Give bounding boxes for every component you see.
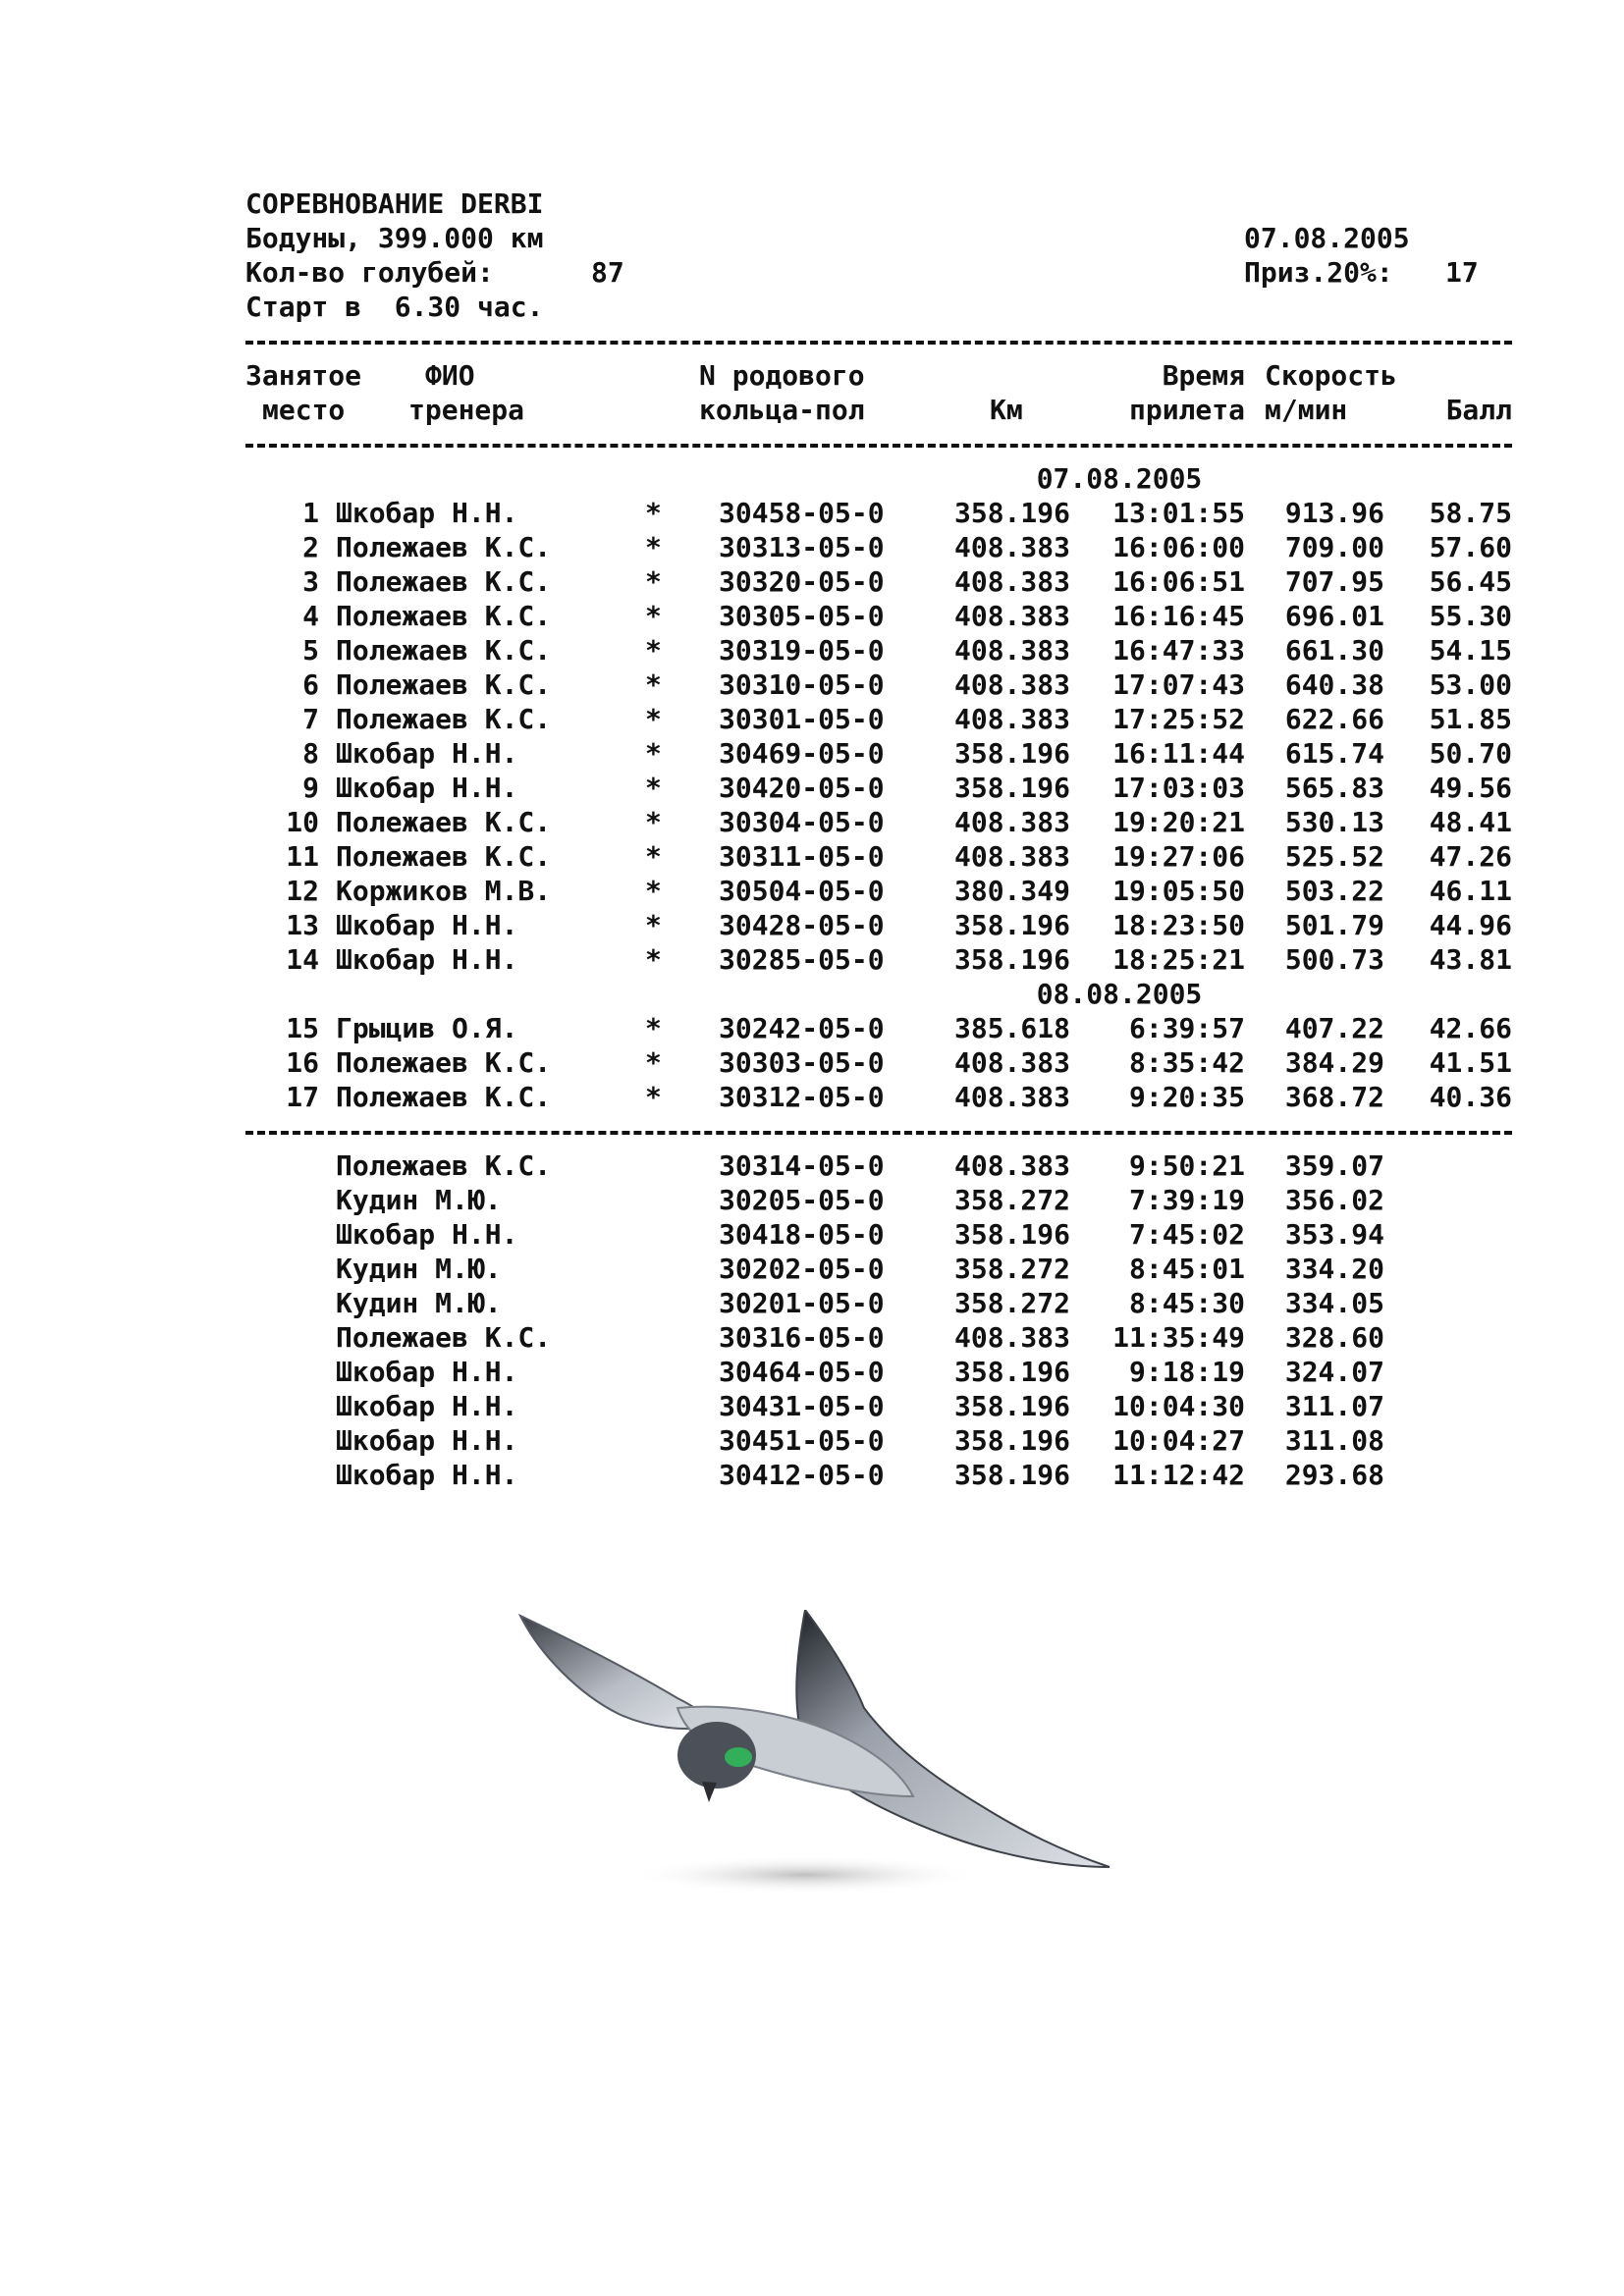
pigeon-count-value: 87: [591, 256, 624, 289]
ring-cell: 30420-05-0: [719, 772, 885, 804]
speed-cell: 324.07: [1284, 1356, 1384, 1388]
ring-cell: 30316-05-0: [719, 1321, 885, 1354]
speed-cell: 709.00: [1284, 531, 1384, 563]
trainer-cell: Коржиков М.В.: [336, 875, 552, 907]
speed-cell: 707.95: [1284, 565, 1384, 598]
ring-cell: 30311-05-0: [719, 840, 885, 873]
column-header-row-1: [245, 358, 1522, 393]
date-separator: [245, 977, 1522, 1011]
column-header-row-2: [245, 393, 1522, 427]
km-cell: 408.383: [953, 806, 1070, 838]
trainer-cell: Шкобар Н.Н.: [336, 1424, 518, 1457]
km-cell: 408.383: [953, 703, 1070, 735]
mark-cell: *: [645, 668, 662, 701]
time-cell: 16:11:44: [1112, 737, 1245, 770]
km-cell: 358.196: [953, 1356, 1070, 1388]
place-cell: 14: [286, 943, 319, 976]
trainer-cell: Кудин М.Ю.: [336, 1287, 502, 1319]
speed-cell: 328.60: [1284, 1321, 1384, 1354]
header-title-line: [245, 187, 1522, 221]
time-cell: 16:16:45: [1112, 600, 1245, 632]
ring-cell: 30431-05-0: [719, 1390, 885, 1422]
ring-cell: 30418-05-0: [719, 1218, 885, 1251]
ring-cell: 30304-05-0: [719, 806, 885, 838]
trainer-cell: Полежаев К.С.: [336, 634, 552, 667]
score-cell: 49.56: [1429, 772, 1512, 804]
km-cell: 358.272: [953, 1253, 1070, 1285]
trainer-cell: Полежаев К.С.: [336, 1081, 552, 1113]
speed-cell: 565.83: [1284, 772, 1384, 804]
trainer-cell: Шкобар Н.Н.: [336, 497, 518, 529]
place-cell: 15: [286, 1012, 319, 1044]
table-row: [245, 805, 1522, 839]
trainer-cell: Полежаев К.С.: [336, 1046, 552, 1079]
col-time-header: Время: [1162, 359, 1245, 392]
ring-cell: 30428-05-0: [719, 909, 885, 941]
divider: [245, 1114, 1522, 1148]
km-cell: 358.196: [953, 1459, 1070, 1491]
race-date: 07.08.2005: [1244, 222, 1410, 254]
pigeon-count-label: Кол-во голубей:: [245, 256, 494, 289]
col-score-header: Балл: [1445, 394, 1512, 426]
trainer-cell: Грыцив О.Я.: [336, 1012, 518, 1044]
divider: [245, 324, 1522, 358]
time-cell: 17:07:43: [1112, 668, 1245, 701]
ring-cell: 30301-05-0: [719, 703, 885, 735]
speed-cell: 359.07: [1284, 1149, 1384, 1182]
mark-cell: *: [645, 600, 662, 632]
col-km-header: Км: [990, 394, 1023, 426]
ring-cell: 30319-05-0: [719, 634, 885, 667]
ring-cell: 30242-05-0: [719, 1012, 885, 1044]
ring-cell: 30303-05-0: [719, 1046, 885, 1079]
trainer-cell: Шкобар Н.Н.: [336, 1390, 518, 1422]
table-row: [245, 599, 1522, 633]
trainer-cell: Шкобар Н.Н.: [336, 772, 518, 804]
trainer-cell: Шкобар Н.Н.: [336, 943, 518, 976]
time-cell: 18:25:21: [1112, 943, 1245, 976]
time-cell: 19:05:50: [1112, 875, 1245, 907]
place-cell: 12: [286, 875, 319, 907]
trainer-cell: Шкобар Н.Н.: [336, 1459, 518, 1491]
km-cell: 358.196: [953, 772, 1070, 804]
flying-pigeon-icon: [511, 1610, 1139, 1924]
table-row: [245, 633, 1522, 667]
unplaced-results-table: [245, 1148, 1522, 1492]
place-cell: 7: [302, 703, 319, 735]
header-count-line: [245, 255, 1522, 290]
table-row: [245, 874, 1522, 908]
table-row: [245, 667, 1522, 702]
km-cell: 408.383: [953, 668, 1070, 701]
col-time-subheader: прилета: [1128, 394, 1245, 426]
place-cell: 17: [286, 1081, 319, 1113]
trainer-cell: Полежаев К.С.: [336, 1321, 552, 1354]
group-date: 07.08.2005: [1036, 462, 1203, 495]
col-ring-subheader: кольца-пол: [699, 394, 865, 426]
mark-cell: *: [645, 1081, 662, 1113]
score-cell: 57.60: [1429, 531, 1512, 563]
speed-cell: 356.02: [1284, 1184, 1384, 1216]
trainer-cell: Полежаев К.С.: [336, 1149, 552, 1182]
score-cell: 53.00: [1429, 668, 1512, 701]
table-row: [245, 496, 1522, 530]
mark-cell: *: [645, 1046, 662, 1079]
speed-cell: 622.66: [1284, 703, 1384, 735]
score-cell: 55.30: [1429, 600, 1512, 632]
table-row: [245, 530, 1522, 564]
km-cell: 358.272: [953, 1287, 1070, 1319]
date-separator: [245, 461, 1522, 496]
speed-cell: 368.72: [1284, 1081, 1384, 1113]
col-place-header: Занятое: [245, 359, 362, 392]
trainer-cell: Шкобар Н.Н.: [336, 1218, 518, 1251]
score-cell: 44.96: [1429, 909, 1512, 941]
place-cell: 8: [302, 737, 319, 770]
time-cell: 8:45:30: [1128, 1287, 1245, 1319]
ring-cell: 30201-05-0: [719, 1287, 885, 1319]
time-cell: 6:39:57: [1128, 1012, 1245, 1044]
km-cell: 385.618: [953, 1012, 1070, 1044]
place-cell: 13: [286, 909, 319, 941]
km-cell: 380.349: [953, 875, 1070, 907]
speed-cell: 334.20: [1284, 1253, 1384, 1285]
km-cell: 408.383: [953, 1321, 1070, 1354]
speed-cell: 503.22: [1284, 875, 1384, 907]
km-cell: 358.196: [953, 909, 1070, 941]
km-cell: 408.383: [953, 840, 1070, 873]
km-cell: 408.383: [953, 1149, 1070, 1182]
speed-cell: 501.79: [1284, 909, 1384, 941]
score-cell: 58.75: [1429, 497, 1512, 529]
trainer-cell: Кудин М.Ю.: [336, 1253, 502, 1285]
speed-cell: 334.05: [1284, 1287, 1384, 1319]
ring-cell: 30202-05-0: [719, 1253, 885, 1285]
mark-cell: *: [645, 772, 662, 804]
speed-cell: 661.30: [1284, 634, 1384, 667]
table-row: [245, 1148, 1522, 1183]
table-row: [245, 1183, 1522, 1217]
results-document: [245, 187, 1522, 1492]
ring-cell: 30314-05-0: [719, 1149, 885, 1182]
score-cell: 43.81: [1429, 943, 1512, 976]
trainer-cell: Шкобар Н.Н.: [336, 1356, 518, 1388]
time-cell: 9:20:35: [1128, 1081, 1245, 1113]
speed-cell: 530.13: [1284, 806, 1384, 838]
score-cell: 56.45: [1429, 565, 1512, 598]
time-cell: 17:03:03: [1112, 772, 1245, 804]
mark-cell: *: [645, 737, 662, 770]
time-cell: 19:27:06: [1112, 840, 1245, 873]
col-speed-header: Скорость: [1265, 359, 1397, 392]
table-row: [245, 1389, 1522, 1423]
race-location: Бодуны, 399.000 км: [245, 222, 544, 254]
table-row: [245, 908, 1522, 942]
col-ring-header: N родового: [699, 359, 865, 392]
km-cell: 408.383: [953, 1046, 1070, 1079]
place-cell: 16: [286, 1046, 319, 1079]
time-cell: 10:04:30: [1112, 1390, 1245, 1422]
ring-cell: 30464-05-0: [719, 1356, 885, 1388]
ring-cell: 30469-05-0: [719, 737, 885, 770]
score-cell: 40.36: [1429, 1081, 1512, 1113]
ring-cell: 30451-05-0: [719, 1424, 885, 1457]
trainer-cell: Полежаев К.С.: [336, 531, 552, 563]
table-row: [245, 1286, 1522, 1320]
table-row: [245, 1458, 1522, 1492]
col-name-header: ФИО: [425, 359, 475, 392]
speed-cell: 311.07: [1284, 1390, 1384, 1422]
table-row: [245, 1045, 1522, 1080]
place-cell: 2: [302, 531, 319, 563]
table-row: [245, 1320, 1522, 1355]
time-cell: 16:06:51: [1112, 565, 1245, 598]
table-row: [245, 1011, 1522, 1045]
mark-cell: *: [645, 806, 662, 838]
time-cell: 13:01:55: [1112, 497, 1245, 529]
group-date: 08.08.2005: [1036, 978, 1203, 1010]
ring-cell: 30313-05-0: [719, 531, 885, 563]
ring-cell: 30458-05-0: [719, 497, 885, 529]
km-cell: 358.196: [953, 497, 1070, 529]
time-cell: 8:35:42: [1128, 1046, 1245, 1079]
ring-cell: 30205-05-0: [719, 1184, 885, 1216]
score-cell: 42.66: [1429, 1012, 1512, 1044]
table-row: [245, 1355, 1522, 1389]
speed-cell: 384.29: [1284, 1046, 1384, 1079]
mark-cell: *: [645, 1012, 662, 1044]
table-row: [245, 1252, 1522, 1286]
km-cell: 358.196: [953, 1424, 1070, 1457]
ring-cell: 30285-05-0: [719, 943, 885, 976]
header-location-line: [245, 221, 1522, 255]
score-cell: 47.26: [1429, 840, 1512, 873]
km-cell: 358.196: [953, 1218, 1070, 1251]
time-cell: 16:47:33: [1112, 634, 1245, 667]
speed-cell: 525.52: [1284, 840, 1384, 873]
competition-title: СОРЕВНОВАНИЕ DERBI: [245, 187, 544, 220]
table-row: [245, 736, 1522, 771]
place-cell: 4: [302, 600, 319, 632]
km-cell: 408.383: [953, 1081, 1070, 1113]
score-cell: 54.15: [1429, 634, 1512, 667]
km-cell: 358.196: [953, 737, 1070, 770]
table-row: [245, 564, 1522, 599]
trainer-cell: Полежаев К.С.: [336, 703, 552, 735]
speed-cell: 913.96: [1284, 497, 1384, 529]
ring-cell: 30312-05-0: [719, 1081, 885, 1113]
time-cell: 8:45:01: [1128, 1253, 1245, 1285]
trainer-cell: Полежаев К.С.: [336, 565, 552, 598]
place-cell: 6: [302, 668, 319, 701]
mark-cell: *: [645, 909, 662, 941]
mark-cell: *: [645, 634, 662, 667]
time-cell: 9:18:19: [1128, 1356, 1245, 1388]
time-cell: 19:20:21: [1112, 806, 1245, 838]
time-cell: 11:12:42: [1112, 1459, 1245, 1491]
col-name-subheader: тренера: [408, 394, 525, 426]
trainer-cell: Полежаев К.С.: [336, 840, 552, 873]
speed-cell: 615.74: [1284, 737, 1384, 770]
score-cell: 50.70: [1429, 737, 1512, 770]
time-cell: 17:25:52: [1112, 703, 1245, 735]
km-cell: 408.383: [953, 634, 1070, 667]
trainer-cell: Кудин М.Ю.: [336, 1184, 502, 1216]
mark-cell: *: [645, 840, 662, 873]
time-cell: 9:50:21: [1128, 1149, 1245, 1182]
col-place-subheader: место: [262, 394, 346, 426]
table-row: [245, 942, 1522, 977]
table-row: [245, 839, 1522, 874]
divider: [245, 427, 1522, 461]
mark-cell: *: [645, 531, 662, 563]
place-cell: 10: [286, 806, 319, 838]
speed-cell: 407.22: [1284, 1012, 1384, 1044]
ring-cell: 30412-05-0: [719, 1459, 885, 1491]
trainer-cell: Полежаев К.С.: [336, 806, 552, 838]
table-row: [245, 702, 1522, 736]
score-cell: 46.11: [1429, 875, 1512, 907]
time-cell: 10:04:27: [1112, 1424, 1245, 1457]
speed-cell: 311.08: [1284, 1424, 1384, 1457]
speed-cell: 696.01: [1284, 600, 1384, 632]
score-cell: 48.41: [1429, 806, 1512, 838]
ring-cell: 30310-05-0: [719, 668, 885, 701]
speed-cell: 353.94: [1284, 1218, 1384, 1251]
mark-cell: *: [645, 703, 662, 735]
km-cell: 358.196: [953, 943, 1070, 976]
start-time: Старт в 6.30 час.: [245, 291, 544, 323]
km-cell: 408.383: [953, 600, 1070, 632]
time-cell: 18:23:50: [1112, 909, 1245, 941]
prize-label: Приз.20%:: [1244, 256, 1393, 289]
mark-cell: *: [645, 875, 662, 907]
speed-cell: 293.68: [1284, 1459, 1384, 1491]
table-row: [245, 1423, 1522, 1458]
place-cell: 11: [286, 840, 319, 873]
speed-cell: 500.73: [1284, 943, 1384, 976]
time-cell: 16:06:00: [1112, 531, 1245, 563]
trainer-cell: Шкобар Н.Н.: [336, 737, 518, 770]
ring-cell: 30305-05-0: [719, 600, 885, 632]
km-cell: 408.383: [953, 531, 1070, 563]
time-cell: 7:39:19: [1128, 1184, 1245, 1216]
score-cell: 51.85: [1429, 703, 1512, 735]
results-table: [245, 461, 1522, 1114]
km-cell: 358.272: [953, 1184, 1070, 1216]
ring-cell: 30504-05-0: [719, 875, 885, 907]
table-row: [245, 771, 1522, 805]
trainer-cell: Полежаев К.С.: [336, 668, 552, 701]
prize-value: 17: [1445, 256, 1479, 289]
place-cell: 9: [302, 772, 319, 804]
km-cell: 358.196: [953, 1390, 1070, 1422]
speed-cell: 640.38: [1284, 668, 1384, 701]
mark-cell: *: [645, 497, 662, 529]
place-cell: 5: [302, 634, 319, 667]
score-cell: 41.51: [1429, 1046, 1512, 1079]
table-row: [245, 1080, 1522, 1114]
place-cell: 3: [302, 565, 319, 598]
time-cell: 11:35:49: [1112, 1321, 1245, 1354]
trainer-cell: Шкобар Н.Н.: [336, 909, 518, 941]
trainer-cell: Полежаев К.С.: [336, 600, 552, 632]
time-cell: 7:45:02: [1128, 1218, 1245, 1251]
col-speed-subheader: м/мин: [1265, 394, 1348, 426]
header-start-line: [245, 290, 1522, 324]
place-cell: 1: [302, 497, 319, 529]
mark-cell: *: [645, 565, 662, 598]
ring-cell: 30320-05-0: [719, 565, 885, 598]
mark-cell: *: [645, 943, 662, 976]
table-row: [245, 1217, 1522, 1252]
km-cell: 408.383: [953, 565, 1070, 598]
